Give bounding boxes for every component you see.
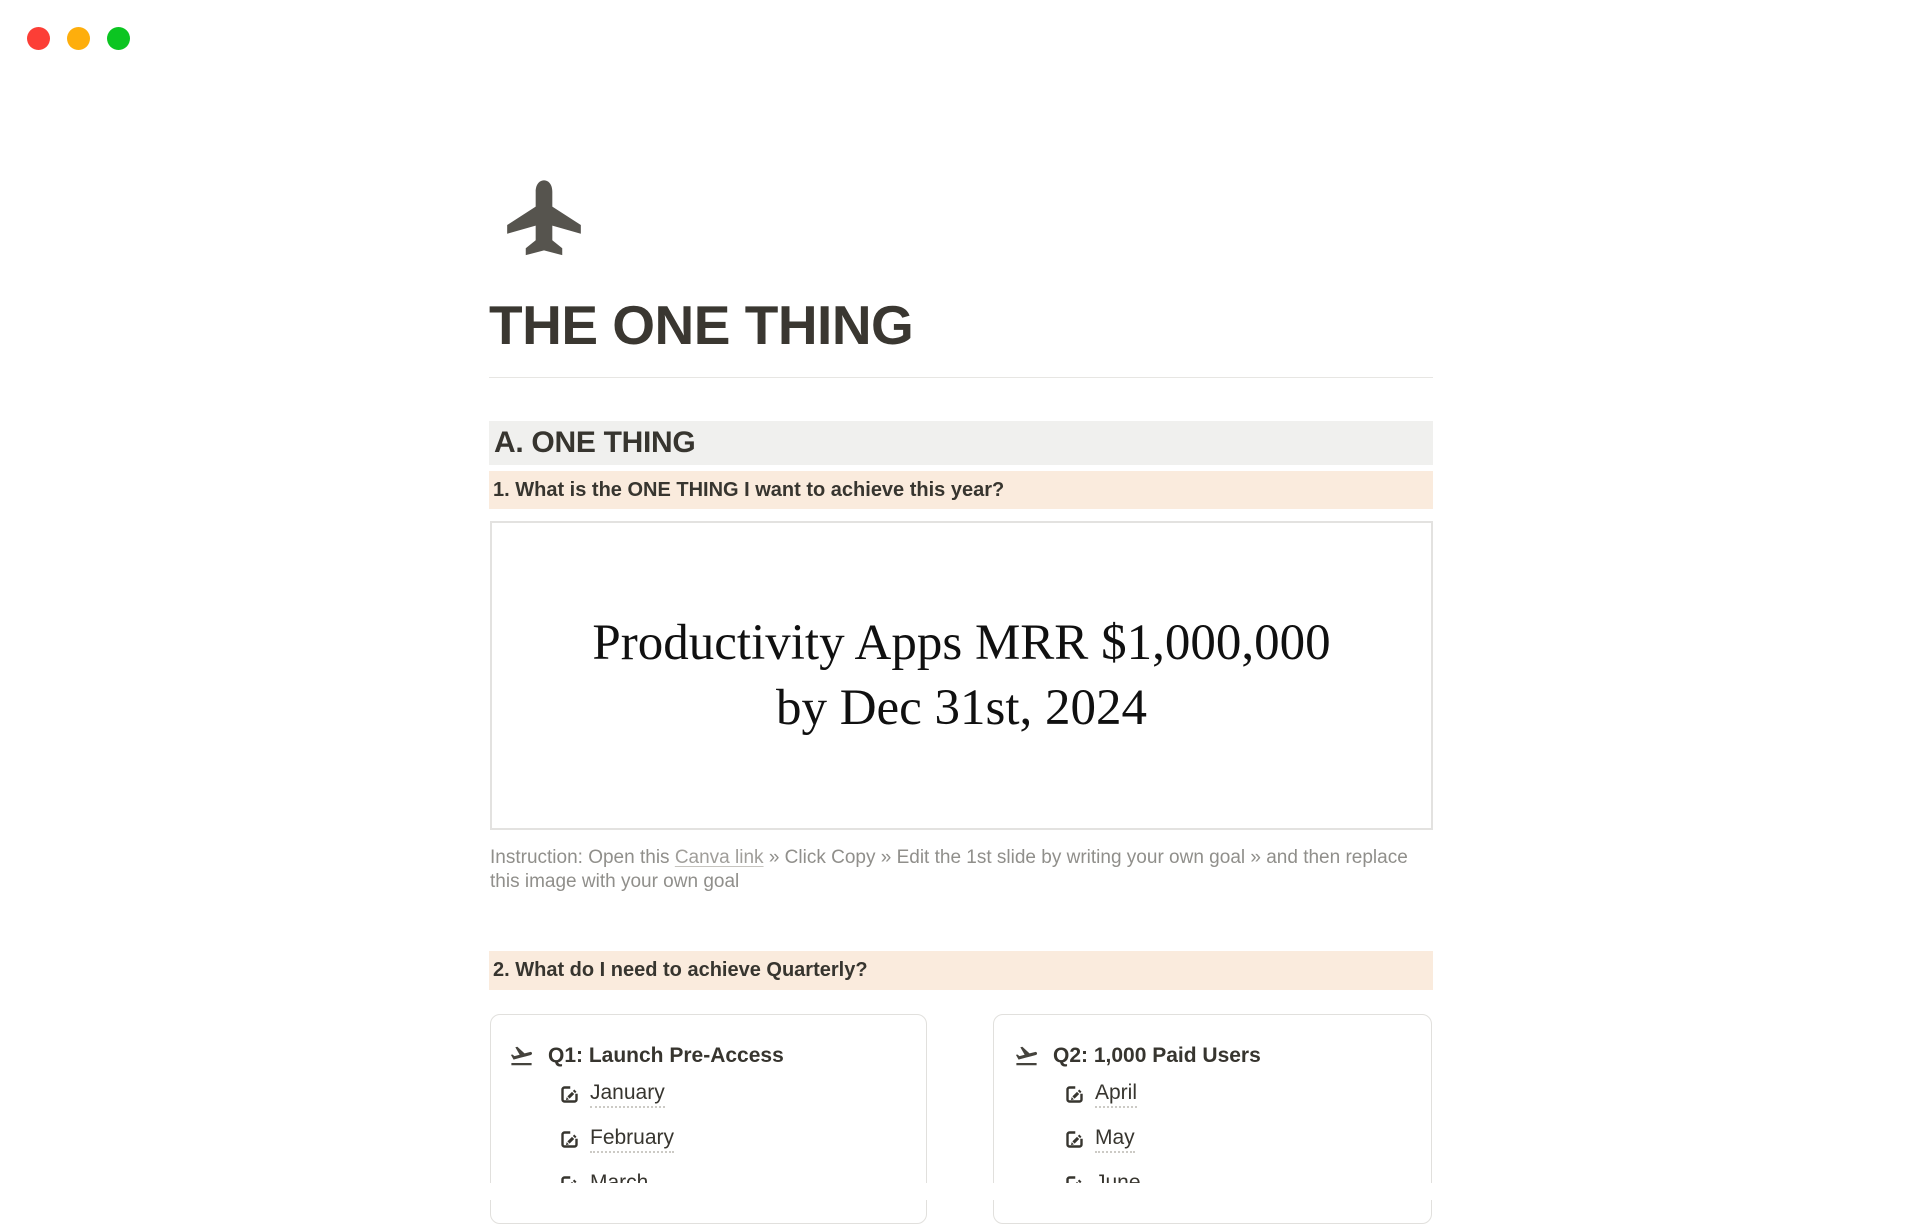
- instruction-rest-line1: » Click Copy » Edit the 1st slide by writing your own goal » and then replace: [763, 847, 1408, 868]
- goal-line2: by Dec 31st, 2024: [775, 679, 1148, 736]
- bottom-mask: [0, 1183, 1920, 1200]
- q2-card-title: Q2: 1,000 Paid Users: [1053, 1043, 1261, 1067]
- month-row: [558, 1081, 665, 1108]
- instruction-caption: [490, 846, 1462, 893]
- question1-label: 1. What is the ONE THING I want to achieve this year?: [493, 478, 1005, 501]
- month-row: [1063, 1126, 1135, 1153]
- edit-icon: [1063, 1083, 1086, 1106]
- q1-card-title: Q1: Launch Pre-Access: [548, 1043, 784, 1067]
- close-window-button[interactable]: [27, 27, 50, 50]
- question1-callout: [489, 471, 1433, 509]
- edit-icon: [558, 1083, 581, 1106]
- question2-label: 2. What do I need to achieve Quarterly?: [493, 959, 868, 981]
- window-controls: [27, 27, 130, 50]
- month-link-april[interactable]: April: [1095, 1081, 1137, 1108]
- goal-image-block[interactable]: [490, 521, 1433, 830]
- edit-icon: [1063, 1128, 1086, 1151]
- section-heading: A. ONE THING: [494, 426, 696, 459]
- month-link-may[interactable]: May: [1095, 1126, 1135, 1153]
- canva-link[interactable]: Canva link: [674, 847, 764, 868]
- flight-takeoff-icon: [1013, 1043, 1040, 1068]
- q1-title-row: [508, 1043, 784, 1068]
- fullscreen-window-button[interactable]: [107, 27, 130, 50]
- page-title: THE ONE THING: [489, 294, 914, 356]
- instruction-line2: this image with your own goal: [490, 870, 740, 892]
- month-link-february[interactable]: February: [590, 1126, 674, 1153]
- goal-line1: Productivity Apps MRR $1,000,000: [592, 614, 1331, 671]
- divider: [489, 377, 1433, 378]
- flight-takeoff-icon: [508, 1043, 535, 1068]
- question2-callout: [489, 951, 1433, 990]
- minimize-window-button[interactable]: [67, 27, 90, 50]
- q2-title-row: [1013, 1043, 1261, 1068]
- instruction-prefix: Instruction: Open this: [490, 847, 675, 868]
- month-row: [1063, 1081, 1137, 1108]
- month-row: [558, 1126, 674, 1153]
- edit-icon: [558, 1128, 581, 1151]
- airplane-icon[interactable]: [501, 176, 587, 261]
- section-heading-band: [489, 421, 1433, 465]
- month-link-january[interactable]: January: [590, 1081, 665, 1108]
